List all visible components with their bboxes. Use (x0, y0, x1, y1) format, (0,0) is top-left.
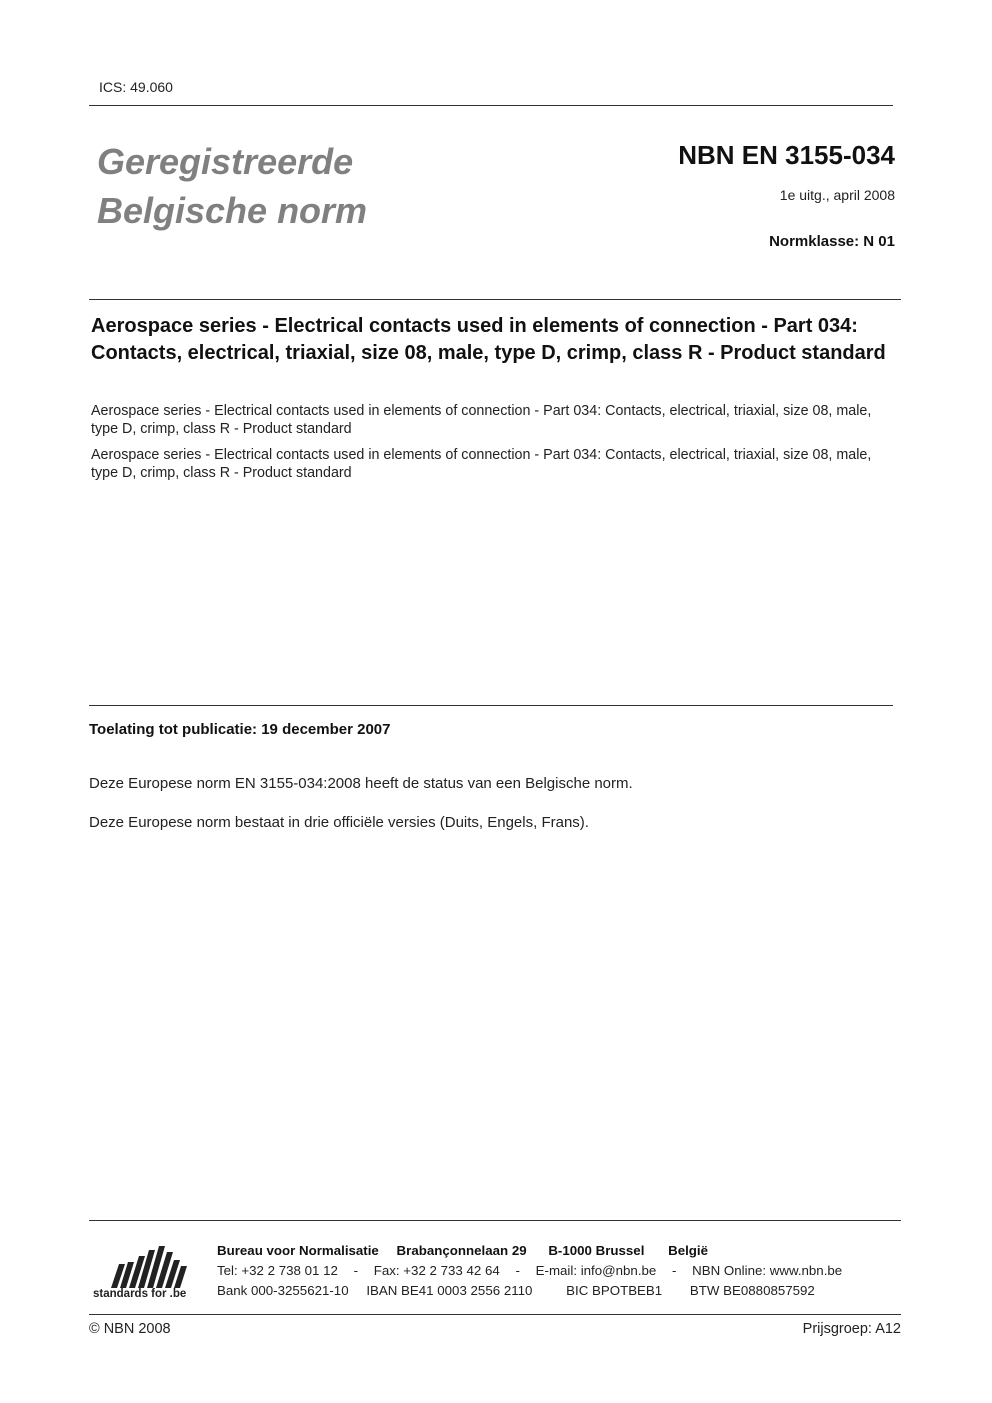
registered-norm-title (97, 137, 367, 235)
ics-code: ICS: 49.060 (99, 79, 173, 95)
title-divider-top (89, 299, 901, 300)
registered-title-line2: Belgische norm (97, 190, 368, 231)
btw: BTW BE0880857592 (689, 1283, 815, 1298)
versions-statement: Deze Europese norm bestaat in drie officiële versies (Duits, Engels, Frans). (89, 814, 589, 831)
email-link[interactable]: E-mail: info@nbn.be (535, 1263, 657, 1278)
price-group: Prijsgroep: A12 (802, 1321, 901, 1337)
footer-contact (217, 1263, 842, 1278)
city: B-1000 Brussel (548, 1243, 645, 1258)
status-statement: Deze Europese norm EN 3155-034:2008 heeft de status van een Belgische norm. (89, 775, 633, 792)
country: België (668, 1243, 709, 1258)
footer-address (217, 1243, 708, 1258)
top-divider (89, 105, 893, 106)
document-title: Aerospace series - Electrical contacts used in elements of connection - Part 034: Contacts, electrical, triaxial, size 08, male, type D, crimp, class R - Product standard (91, 315, 886, 364)
registered-title-line1: Geregistreerde (97, 141, 354, 182)
footer-divider-top (89, 1220, 901, 1221)
telephone: Tel: +32 2 738 01 12 (217, 1263, 338, 1278)
publication-approval: Toelating tot publicatie: 19 december 2007 (89, 721, 391, 738)
title-divider-bottom (89, 705, 893, 706)
document-title-alt-2: Aerospace series - Electrical contacts used in elements of connection - Part 034: Contacts, electrical, triaxial, size 08, male, type D, crimp, class R - Product standard (91, 447, 872, 481)
copyright: © NBN 2008 (89, 1321, 171, 1337)
bic: BIC BPOTBEB1 (566, 1283, 663, 1298)
org-name: Bureau voor Normalisatie (217, 1243, 379, 1258)
norm-class: Normklasse: N 01 (769, 233, 895, 250)
website-link[interactable]: NBN Online: www.nbn.be (692, 1263, 843, 1278)
standard-number: NBN EN 3155-034 (678, 140, 895, 170)
street: Brabançonnelaan 29 (396, 1243, 527, 1258)
bank-account: Bank 000-3255621-10 (217, 1283, 349, 1298)
separator: - (353, 1263, 359, 1278)
logo-tagline: standards for .be (93, 1288, 187, 1300)
edition-info: 1e uitg., april 2008 (779, 187, 895, 203)
iban: IBAN BE41 0003 2556 2110 (366, 1283, 533, 1298)
footer-divider-bottom (89, 1314, 901, 1315)
separator: - (515, 1263, 520, 1278)
fax: Fax: +32 2 733 42 64 (373, 1263, 500, 1278)
footer-bank (217, 1283, 815, 1298)
document-title-alt-1: Aerospace series - Electrical contacts used in elements of connection - Part 034: Contacts, electrical, triaxial, size 08, male, type D, crimp, class R - Product standard (91, 403, 872, 437)
separator: - (672, 1263, 677, 1278)
